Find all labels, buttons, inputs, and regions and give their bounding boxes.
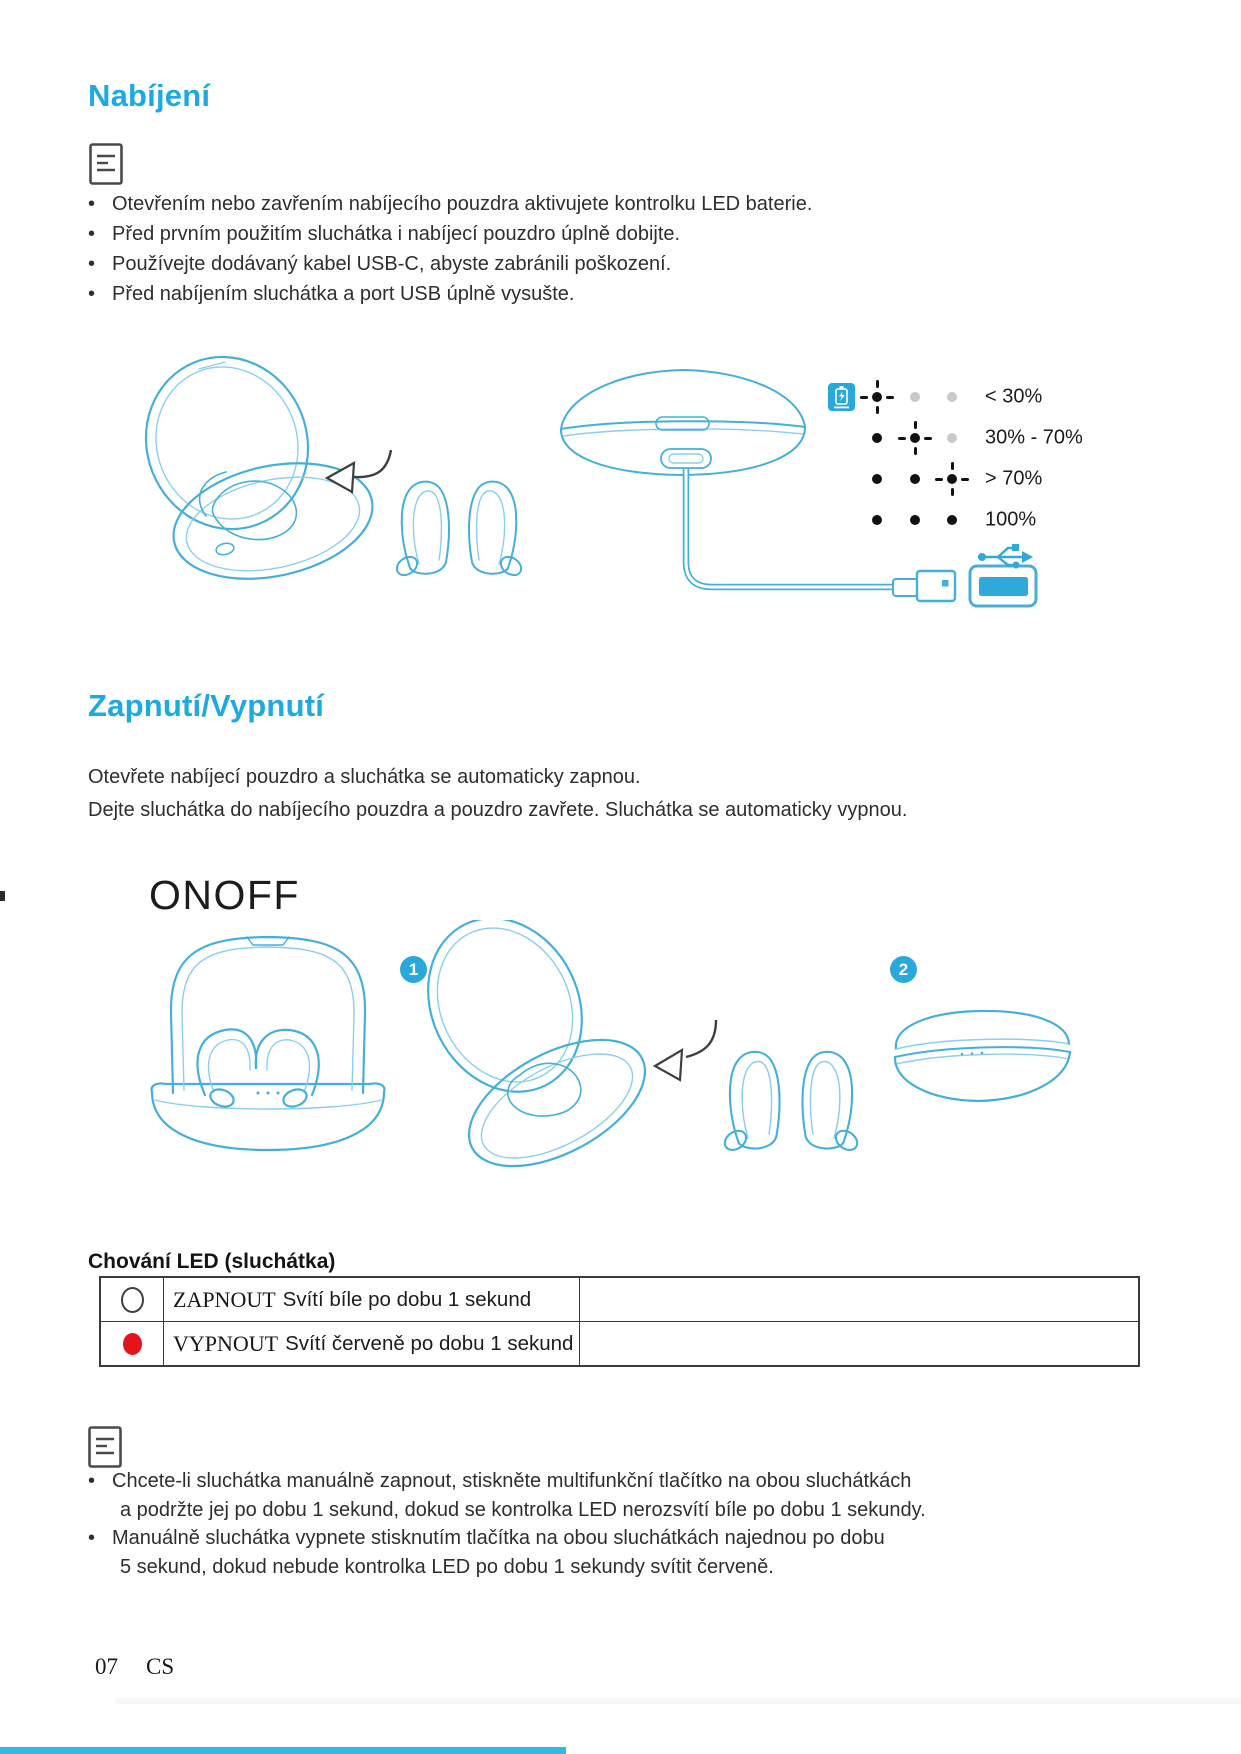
charging-notes-list: [88, 193, 812, 313]
list-item: [88, 193, 812, 223]
led-cell: [101, 1322, 164, 1365]
battery-level-label: > 70%: [985, 467, 1043, 490]
open-case-drawing: [120, 332, 383, 595]
red-led-icon: [123, 1333, 142, 1355]
list-item: [88, 1524, 926, 1553]
onoff-label: ONOFF: [149, 872, 300, 918]
battery-dot-off: [935, 421, 969, 455]
battery-level-label: 30% - 70%: [985, 426, 1083, 449]
closed-case-cable-drawing: [561, 370, 805, 475]
battery-dot-on: [935, 503, 969, 537]
power-paragraphs: [88, 761, 907, 826]
language-code: CS: [146, 1654, 175, 1679]
earbuds-drawing: [721, 1052, 861, 1154]
battery-dot-blink: [935, 462, 969, 496]
bullet-text: Chcete-li sluchátka manuálně zapnout, stiskněte multifunkční tlačítko na obou sluchátkách: [112, 1470, 912, 1492]
step-badge-2: 2: [890, 956, 917, 983]
empty-cell: [580, 1322, 1138, 1365]
page-number: 07: [95, 1654, 118, 1679]
note-icon: [89, 143, 123, 190]
power-notes-list: [88, 1467, 926, 1581]
next-page-edge: [0, 1747, 566, 1754]
battery-dot-on: [898, 462, 932, 496]
battery-charging-icon: [828, 383, 855, 411]
list-item-continuation: a podržte jej po dobu 1 sekund, dokud se kontrolka LED nerozsvítí bíle po dobu 1 sekundy.: [120, 1498, 926, 1521]
power-illustration: [0, 920, 1241, 1175]
battery-dot-off: [898, 380, 932, 414]
table-row: [101, 1321, 1138, 1365]
led-description: Svítí červeně po dobu 1 sekund: [285, 1331, 574, 1355]
battery-dot-blink: [898, 421, 932, 455]
list-item: [88, 223, 812, 253]
led-table-heading: Chování LED (sluchátka): [88, 1250, 336, 1273]
scan-artifact: [0, 891, 5, 901]
paragraph: Dejte sluchátka do nabíjecího pouzdra a pouzdro zavřete. Sluchátka se automaticky vypnou.: [88, 798, 908, 821]
battery-dot-on: [898, 503, 932, 537]
page-footer: [95, 1654, 174, 1680]
list-item: [88, 253, 812, 283]
open-case-step1-drawing: [399, 920, 665, 1175]
bullet-marker: •: [88, 193, 96, 215]
empty-cell: [580, 1278, 1138, 1321]
open-case-front-drawing: [152, 937, 385, 1150]
list-item: [88, 1467, 926, 1496]
bullet-text: Před nabíjením sluchátka a port USB úplně vysušte.: [112, 283, 575, 305]
led-description: Svítí bíle po dobu 1 sekund: [282, 1287, 532, 1311]
bullet-marker: •: [88, 253, 96, 275]
battery-level-label: < 30%: [985, 385, 1043, 408]
note-icon: [88, 1426, 122, 1473]
battery-led-grid: [855, 380, 1005, 540]
charging-illustration: [0, 315, 1241, 630]
list-item-continuation: 5 sekund, dokud nebude kontrolka LED po dobu 1 sekundy svítit červeně.: [120, 1555, 774, 1578]
bullet-marker: •: [88, 1470, 96, 1492]
led-description-cell: [164, 1278, 580, 1321]
section-title-power: Zapnutí/Vypnutí: [88, 688, 325, 723]
curved-arrow-icon: [327, 450, 391, 492]
battery-dot-off: [935, 380, 969, 414]
bullet-text: Před prvním použitím sluchátka i nabíjecí pouzdro úplně dobijte.: [112, 223, 681, 245]
battery-dot-blink: [860, 380, 894, 414]
battery-dot-on: [860, 503, 894, 537]
bullet-text: Otevřením nebo zavřením nabíjecího pouzdra aktivujete kontrolku LED baterie.: [112, 193, 813, 215]
led-keyword: VYPNOUT: [173, 1330, 279, 1356]
battery-level-label: 100%: [985, 508, 1037, 531]
bullet-marker: •: [88, 283, 96, 305]
page-edge-shadow: [115, 1698, 1241, 1704]
closed-case-step2-drawing: [895, 1011, 1070, 1101]
section-title-charging: Nabíjení: [88, 78, 211, 113]
curved-arrow-icon: [655, 1020, 716, 1080]
white-led-icon: [121, 1287, 144, 1313]
battery-dot-on: [860, 421, 894, 455]
led-cell: [101, 1278, 164, 1321]
bullet-text: Používejte dodávaný kabel USB-C, abyste zabránili poškození.: [112, 253, 672, 275]
bullet-text: Manuálně sluchátka vypnete stisknutím tlačítka na obou sluchátkách najednou po dobu: [112, 1527, 885, 1550]
led-table: [99, 1276, 1140, 1367]
battery-dot-on: [860, 462, 894, 496]
list-item: [88, 283, 812, 313]
table-row: [101, 1278, 1138, 1321]
paragraph: Otevřete nabíjecí pouzdro a sluchátka se automaticky zapnou.: [88, 766, 641, 788]
bullet-marker: •: [88, 1527, 96, 1550]
led-description-cell: [164, 1322, 580, 1365]
earbuds-drawing: [393, 482, 524, 579]
bullet-marker: •: [88, 223, 96, 245]
led-keyword: ZAPNOUT: [173, 1286, 276, 1312]
step-badge-1: 1: [400, 956, 427, 983]
